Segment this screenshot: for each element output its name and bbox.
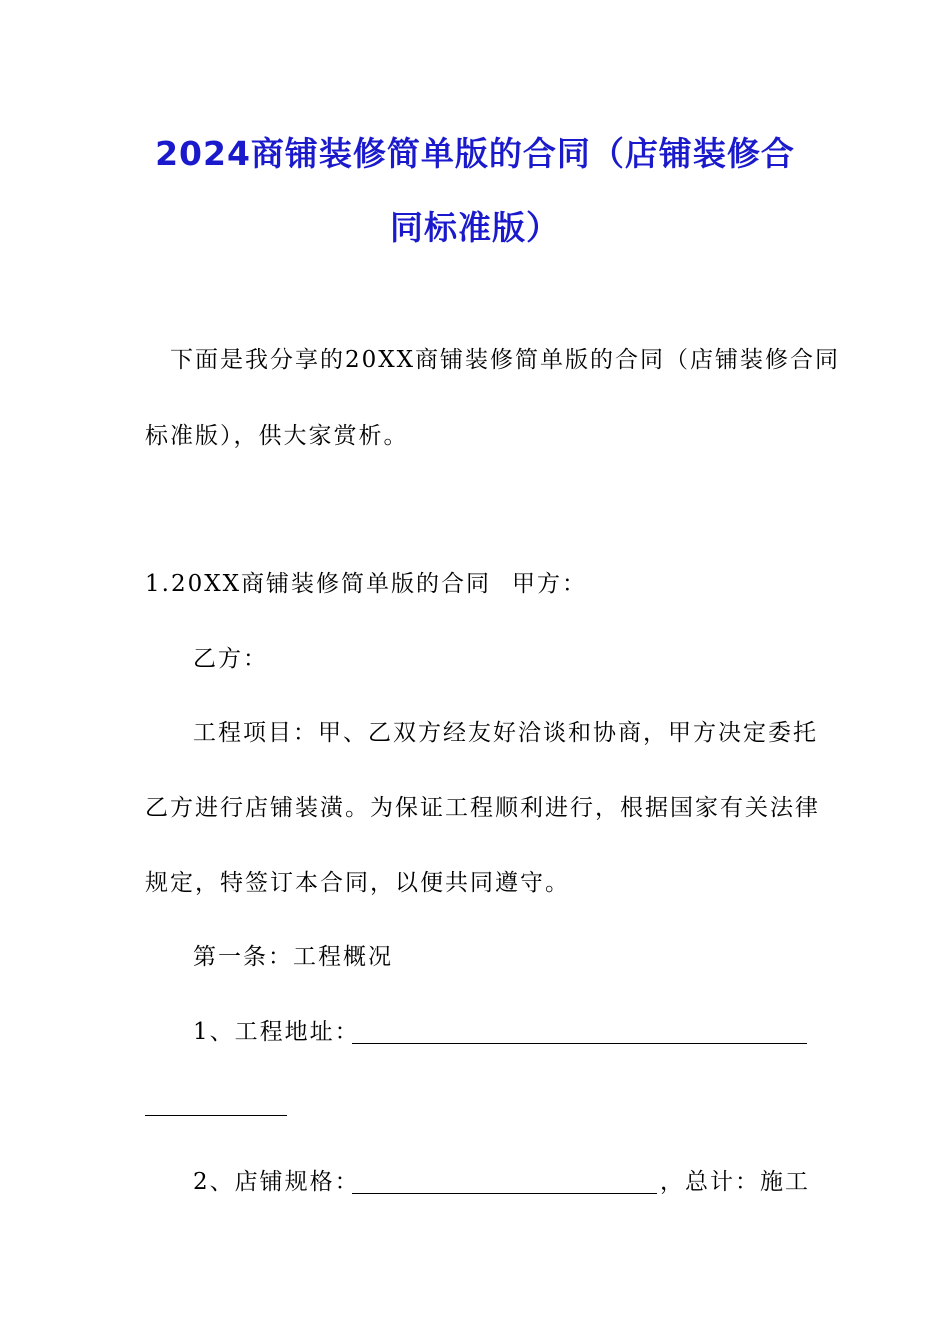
project-line-3: 规定，特签订本合同，以便共同遵守。 <box>145 870 570 896</box>
party-a-label: 甲方： <box>512 571 587 597</box>
project-line-1: 工程项目：甲、乙双方经友好洽谈和协商，甲方决定委托 <box>193 720 818 746</box>
spec-label: 2、店铺规格： <box>193 1169 360 1195</box>
project-line-2: 乙方进行店铺装潢。为保证工程顺利进行，根据国家有关法律 <box>145 795 820 821</box>
party-b-label: 乙方： <box>193 646 268 672</box>
article-1-heading: 第一条：工程概况 <box>193 944 393 970</box>
address-label: 1、工程地址： <box>193 1019 360 1045</box>
address-blank-line-cont <box>145 1115 287 1116</box>
intro-line-1: 下面是我分享的20XX商铺装修简单版的合同（店铺装修合同 <box>170 347 841 373</box>
intro-line-2: 标准版），供大家赏析。 <box>145 423 409 449</box>
spec-total-text: ，总计：施工 <box>660 1169 810 1195</box>
document-title-line-1: 2024商铺装修简单版的合同（店铺装修合 <box>155 134 795 173</box>
section-heading: 1.20XX商铺装修简单版的合同 <box>145 571 491 597</box>
document-title-line-2: 同标准版） <box>390 208 560 247</box>
address-blank-line <box>352 1043 807 1044</box>
spec-blank-line <box>352 1193 657 1194</box>
